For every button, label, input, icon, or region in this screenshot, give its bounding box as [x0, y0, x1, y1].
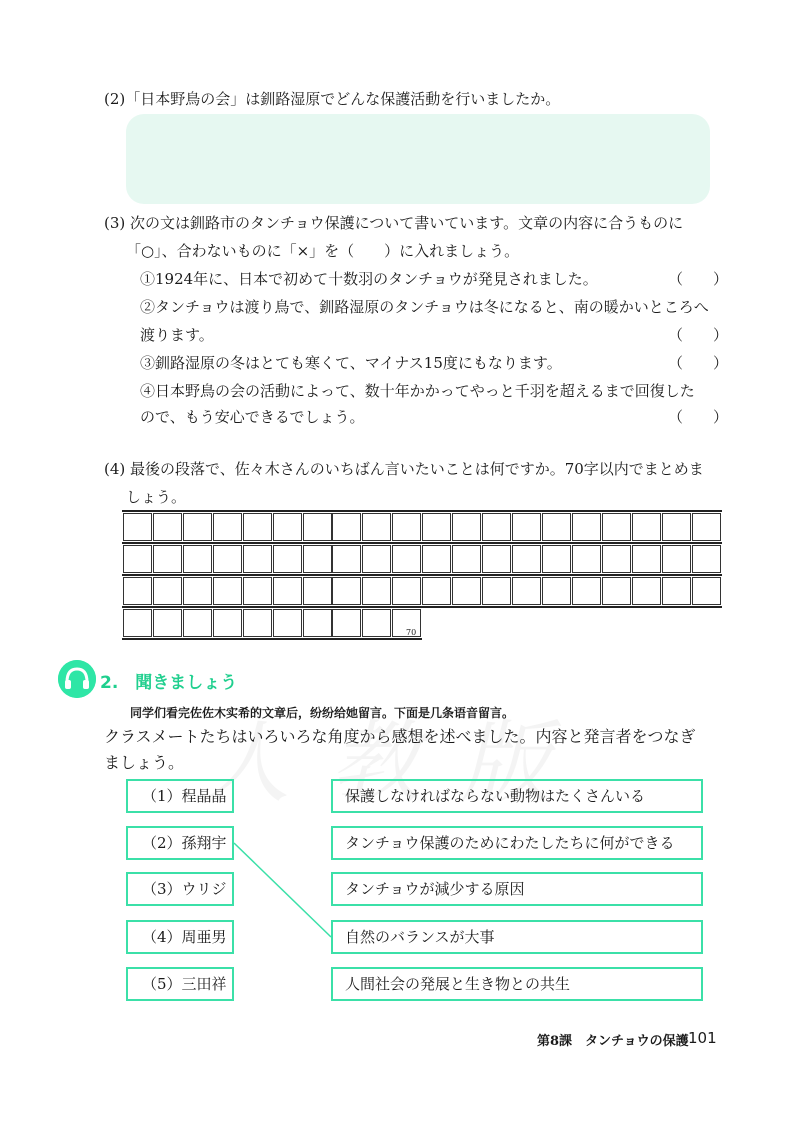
question-3-line1: (3) 次の文は釧路市のタンチョウ保護について書いています。文章の内容に合うものに [104, 214, 684, 232]
statement-1: ①1924年に、日本で初めて十数羽のタンチョウが発見されました。 [140, 270, 598, 288]
topic-box-2[interactable]: タンチョウ保護のためにわたしたちに何ができる [331, 826, 703, 860]
speaker-box-1[interactable]: （1）程晶晶 [126, 779, 234, 813]
instruction-line2: ましょう。 [104, 753, 185, 772]
topic-box-5[interactable]: 人間社会の発展と生き物との共生 [331, 967, 703, 1001]
statement-4-line1: ④日本野鳥の会の活動によって、数十年かかってやっと千羽を超えるまで回復した [140, 382, 695, 400]
statement-2-line1: ②タンチョウは渡り鳥で、釧路湿原のタンチョウは冬になると、南の暖かいところへ [140, 298, 709, 316]
topic-box-4[interactable]: 自然のバランスが大事 [331, 920, 703, 954]
speaker-box-4[interactable]: （4）周亜男 [126, 920, 234, 954]
character-count-label: 70 [406, 628, 417, 637]
answer-paren-3[interactable]: （ ） [668, 354, 729, 372]
section-title: 2. 聞きましょう [100, 673, 238, 693]
chapter-footer: 第8課 タンチョウの保護 [537, 1034, 689, 1049]
example-connector-line [234, 843, 331, 937]
question-4-line2: しょう。 [126, 488, 187, 506]
topic-box-1[interactable]: 保護しなければならない動物はたくさんいる [331, 779, 703, 813]
topic-box-3[interactable]: タンチョウが減少する原因 [331, 872, 703, 906]
question-4-line1: (4) 最後の段落で、佐々木さんのいちばん言いたいことは何ですか。70字以内でまとめま [104, 460, 704, 478]
statement-4-line2: ので、もう安心できるでしょう。 [140, 408, 365, 426]
speaker-box-2[interactable]: （2）孫翔宇 [126, 826, 234, 860]
chinese-intro: 同学们看完佐佐木实希的文章后，纷纷给她留言。下面是几条语音留言。 [130, 706, 515, 720]
answer-paren-4[interactable]: （ ） [668, 408, 729, 426]
answer-paren-1[interactable]: （ ） [668, 270, 729, 288]
instruction-line1: クラスメートたちはいろいろな角度から感想を述べました。内容と発言者をつなぎ [104, 727, 696, 746]
page-number: 101 [688, 1029, 717, 1047]
question-3-line2: 「○」、合わないものに「×」を（ ）に入れましょう。 [126, 242, 520, 260]
question-2: (2)「日本野鳥の会」は釧路湿原でどんな保護活動を行いましたか。 [104, 90, 561, 108]
speaker-box-5[interactable]: （5）三田祥 [126, 967, 234, 1001]
speaker-box-3[interactable]: （3）ウリジ [126, 872, 234, 906]
statement-3: ③釧路湿原の冬はとても寒くて、マイナス15度にもなります。 [140, 354, 562, 372]
statement-2-line2: 渡ります。 [140, 326, 214, 344]
answer-paren-2[interactable]: （ ） [668, 326, 729, 344]
